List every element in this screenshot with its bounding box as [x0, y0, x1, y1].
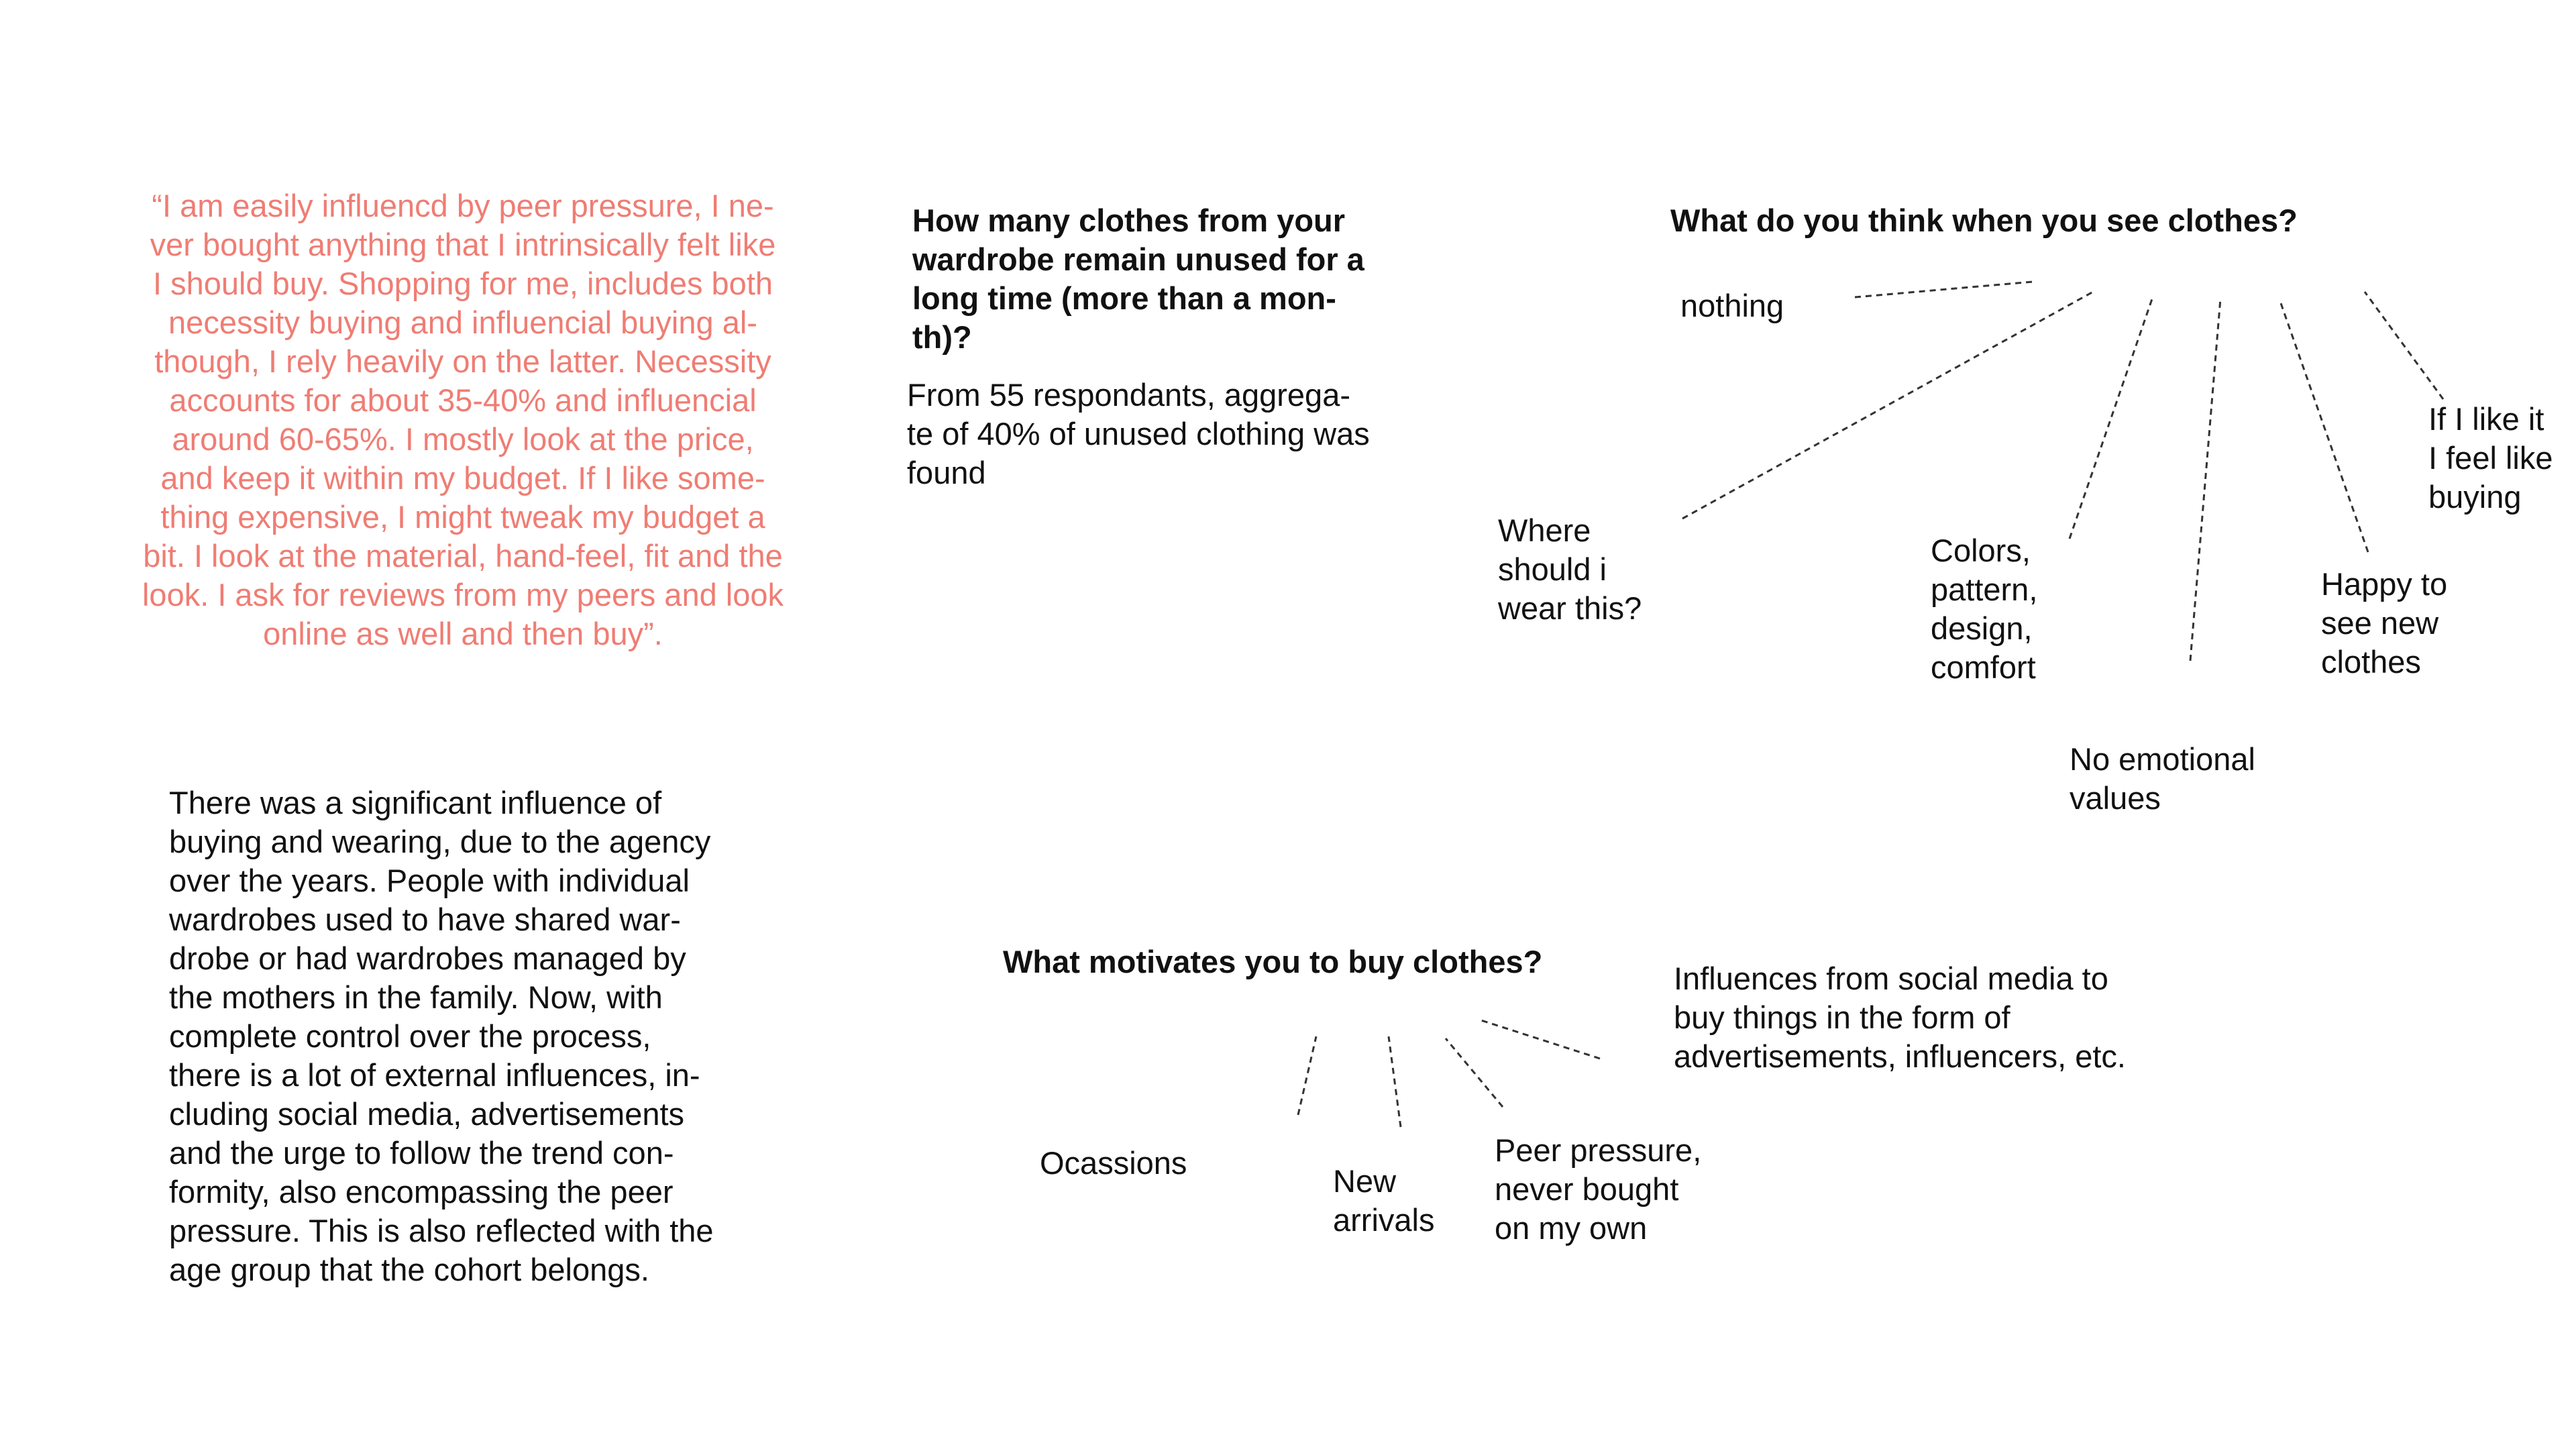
connector-colors: [2070, 295, 2153, 539]
connector-no-emotional: [2190, 299, 2220, 661]
answer-nothing: nothing: [1680, 288, 1784, 323]
connector-peer: [1446, 1038, 1503, 1107]
summary-paragraph: There was a significant influence of buying and wearing, due to the agency over the years. People with individual wardrobes used to have shared war- drobe or had wardrobes managed by the mothers in the family. Now, with complete control over the process, there is a lot of external influences, in- cluding social media, advertisements and the urge to follow the trend con- formity, also encompassing the peer pressure. This is also reflected with the age group that the cohort belongs.: [169, 785, 714, 1287]
answer-occasions: Ocassions: [1040, 1145, 1187, 1181]
connector-like: [2365, 292, 2443, 399]
question-unused-clothes-answer: From 55 respondants, aggrega- te of 40% of unused clothing was found: [907, 377, 1370, 490]
answer-new-arrivals: New arrivals: [1333, 1163, 1435, 1238]
answer-no-emotional: No emotional values: [2070, 741, 2255, 816]
connector-nothing: [1855, 282, 2033, 297]
answer-happy-new: Happy to see new clothes: [2321, 566, 2448, 680]
question-motivates-title: What motivates you to buy clothes?: [1003, 944, 1543, 979]
connector-occasions: [1298, 1036, 1316, 1115]
answer-like-buying: If I like it I feel like buying: [2428, 401, 2553, 515]
connector-new-arrivals: [1389, 1036, 1401, 1127]
question-think-title: What do you think when you see clothes?: [1670, 203, 2298, 238]
interview-quote: “I am easily influencd by peer pressure, I ne- ver bought anything that I intrinsically felt like I should buy. Shopping for me, includes both necessity buying and influencial buying al- though, I rely heavily on the latter. Necessity accounts for about 35-40% and influencial around 60-65%. I mostly look at the price, and keep it within my budget. If I like some- thing expensive, I might tweak my budget a bit. I look at the material, hand-feel, fit and the look. I ask for reviews from my peers and look online as well and then buy”.: [142, 188, 784, 651]
question-unused-clothes-title: How many clothes from your wardrobe remain unused for a long time (more than a mon- th)?: [912, 203, 1364, 355]
answer-colors-pattern: Colors, pattern, design, comfort: [1931, 533, 2038, 685]
connector-social: [1479, 1020, 1600, 1059]
answer-social-media: Influences from social media to buy things in the form of advertisements, influencers, etc.: [1674, 961, 2126, 1074]
connector-happy: [2281, 303, 2368, 552]
answer-peer-pressure: Peer pressure, never bought on my own: [1495, 1132, 1702, 1246]
connector-where: [1682, 292, 2093, 519]
answer-where-wear: Where should i wear this?: [1498, 513, 1642, 626]
